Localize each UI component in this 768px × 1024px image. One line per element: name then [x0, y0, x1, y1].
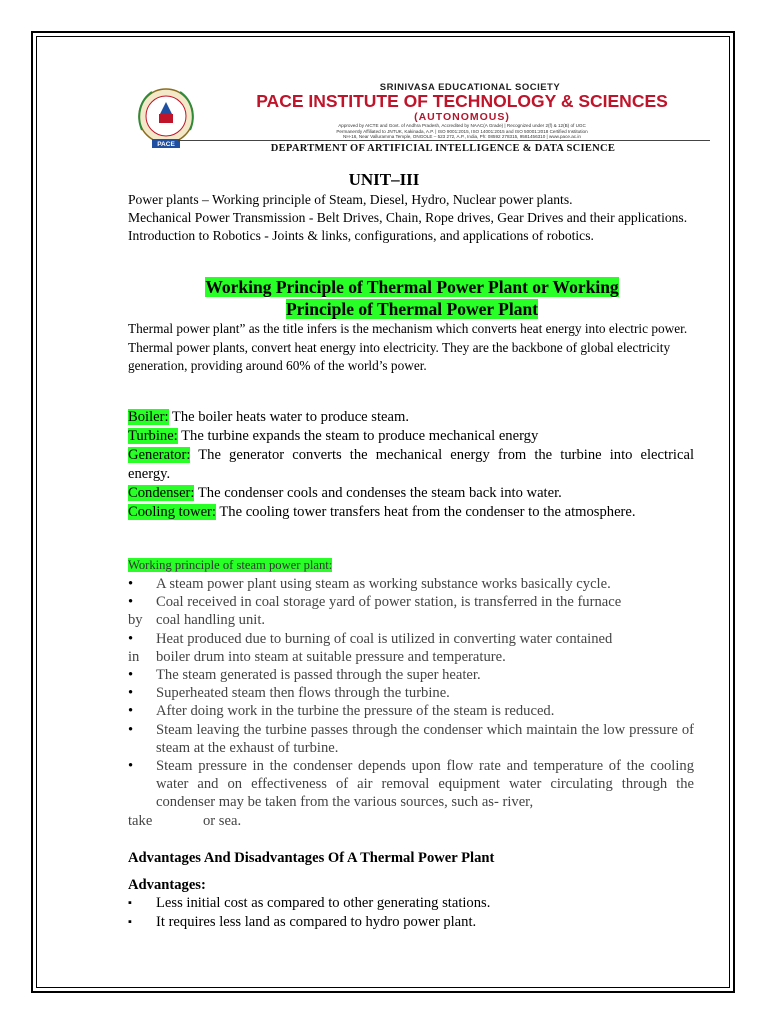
list-item: ▪ It requires less land as compared to hydro power plant. — [128, 914, 477, 930]
square-bullet-icon: ▪ — [128, 916, 132, 928]
component-generator: Generator: The generator converts the mechanical energy from the turbine into electrical energy. — [128, 447, 746, 482]
intro-text — [128, 320, 696, 376]
list-item: • Superheated steam then flows through the turbine. — [128, 685, 450, 702]
institute-logo — [132, 84, 200, 152]
syllabus — [128, 191, 688, 245]
intro-paragraph: Thermal power plant” as the title infers is the mechanism which converts heat energy into electric power. — [128, 321, 688, 336]
list-item: • Steam leaving the turbine passes through the condenser which maintain the low pressure of steam at the exhaust of turbine. — [128, 721, 694, 756]
list-item: • Steam pressure in the condenser depends upon flow rate and temperature of the cooling water and on effectiveness of air removal equipment water circulating through the condenser may be taken from the various sources, such as- river, — [128, 758, 694, 811]
advantages-list — [128, 894, 688, 932]
intro-paragraph: Thermal power plants, convert heat energy into electricity. They are the backbone of global electricity generation, providing around 60% of the world’s power. — [128, 339, 671, 373]
list-item: • The steam generated is passed through the super heater. — [128, 667, 481, 684]
advantages-subtitle: Advantages: — [128, 877, 206, 893]
syllabus-line: Introduction to Robotics - Joints & links, configurations, and applications of robotics. — [128, 228, 594, 243]
department-name: DEPARTMENT OF ARTIFICIAL INTELLIGENCE & DATA SCIENCE — [270, 143, 616, 154]
list-item-continuation: by coal handling unit. — [128, 612, 266, 629]
syllabus-line: Power plants – Working principle of Steam, Diesel, Hydro, Nuclear power plants. — [128, 192, 573, 207]
square-bullet-icon: ▪ — [128, 897, 132, 909]
unit-title: UNIT–III — [348, 170, 420, 189]
component-boiler: Boiler: The boiler heats water to produce steam. — [128, 409, 409, 425]
list-item: • After doing work in the turbine the pressure of the steam is reduced. — [128, 703, 555, 720]
list-item: • Coal received in coal storage yard of power station, is transferred in the furnace — [128, 594, 622, 611]
component-condenser: Condenser: The condenser cools and condenses the steam back into water. — [128, 485, 562, 501]
advantages-title: Advantages And Disadvantages Of A Thermal Power Plant — [128, 850, 495, 866]
list-item-continuation: in boiler drum into steam at suitable pressure and temperature. — [128, 648, 506, 665]
list-item: • Heat produced due to burning of coal is utilized in converting water contained — [128, 630, 613, 647]
syllabus-line: Mechanical Power Transmission - Belt Drives, Chain, Rope drives, Gear Drives and their applications. — [128, 210, 688, 225]
working-heading: Working principle of steam power plant: — [128, 558, 333, 572]
list-item: ▪ Less initial cost as compared to other generating stations. — [128, 895, 491, 911]
list-item-continuation: take or sea. — [128, 812, 242, 829]
society-name: SRINIVASA EDUCATIONAL SOCIETY — [379, 82, 561, 93]
component-cooling-tower: Cooling tower: The cooling tower transfers heat from the condenser to the atmosphere. — [128, 504, 636, 520]
accreditation-text: Approved by AICTE and Govt. of Andhra Pradesh, Accredited by NAAC(A Grade) | Recognized under 2(f) & 12(B) of UGC Permanently Affiliated to JNTUK, Kakinada, A.P. | ISO 9001:2015, ISO 14001:2015 and ISO 50001:2018 Certified Institution NH-16, Near Valluramma Temple, ONGOLE – 523 272, A.P., India, Ph: 08592 278315, 9581456310 | www.pace.ac.in — [336, 123, 588, 140]
section-title: Working Principle of Thermal Power Plant or Working Principle of Thermal Power Plant — [205, 277, 619, 319]
header-divider — [178, 140, 710, 141]
autonomous-label: (AUTONOMOUS) — [414, 111, 510, 123]
plant-components — [128, 408, 746, 522]
list-item: • A steam power plant using steam as working substance works basically cycle. — [128, 576, 611, 592]
institute-name: PACE INSTITUTE OF TECHNOLOGY & SCIENCES — [256, 91, 668, 111]
component-turbine: Turbine: The turbine expands the steam to produce mechanical energy — [128, 428, 539, 444]
svg-text:PACE: PACE — [157, 141, 175, 148]
working-list — [128, 575, 694, 830]
